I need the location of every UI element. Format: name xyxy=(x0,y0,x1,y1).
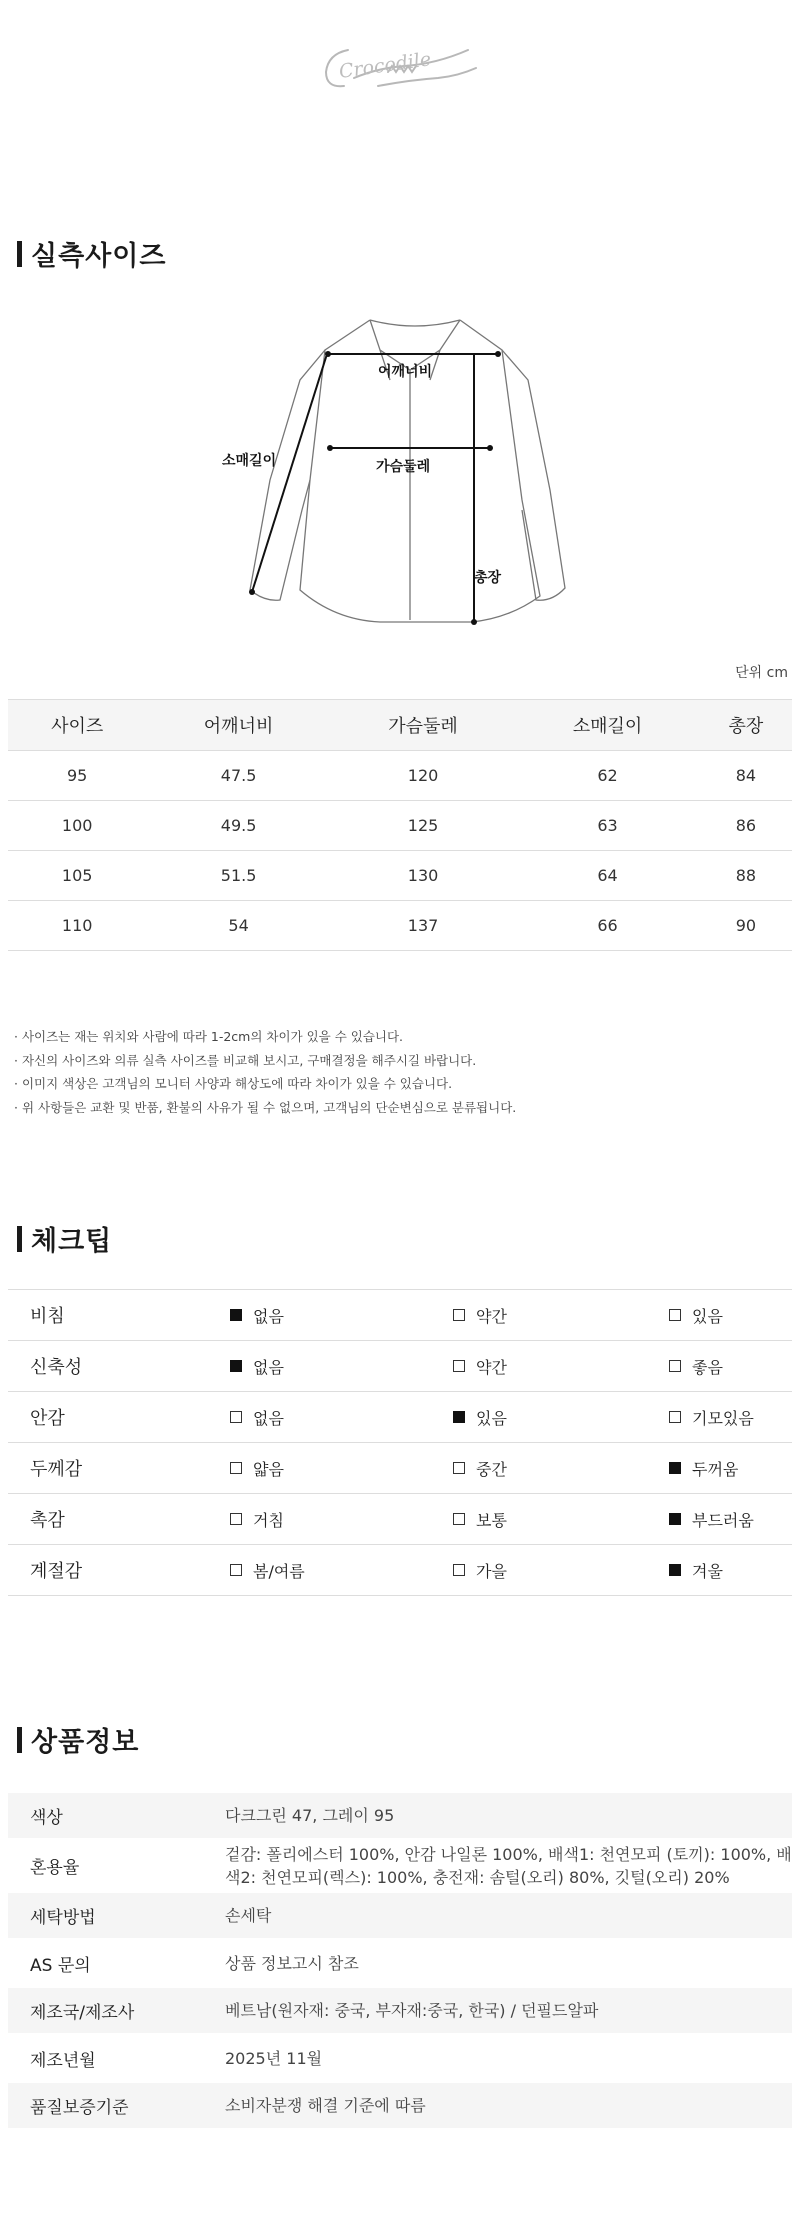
cell-size: 110 xyxy=(8,901,146,951)
cell-size: 95 xyxy=(8,751,146,801)
check-option-label: 겨울 xyxy=(692,1561,723,1581)
check-option xyxy=(453,1457,507,1480)
check-option-label: 있음 xyxy=(476,1408,507,1428)
check-option xyxy=(669,1457,738,1480)
cell-shoulder: 54 xyxy=(146,901,330,951)
check-option xyxy=(230,1508,284,1531)
chest-label: 가슴둘레 xyxy=(376,459,431,475)
cell-sleeve: 64 xyxy=(515,851,699,901)
note-item: · 자신의 사이즈와 의류 실측 사이즈를 비교해 보시고, 구매결정을 해주시길 바랍니다. xyxy=(14,1049,516,1073)
check-row-label: 비침 xyxy=(8,1290,213,1341)
cell-shoulder: 51.5 xyxy=(146,851,330,901)
info-key: 세탁방법 xyxy=(8,1893,213,1938)
cell-shoulder: 47.5 xyxy=(146,751,330,801)
unchecked-box-icon xyxy=(453,1360,465,1372)
check-option-cell xyxy=(663,1290,792,1341)
check-row xyxy=(8,1545,792,1596)
info-value: 2025년 11월 xyxy=(225,2048,323,2068)
unchecked-box-icon xyxy=(230,1564,242,1576)
check-option xyxy=(669,1559,723,1582)
unchecked-box-icon xyxy=(453,1564,465,1576)
unit-label: 단위 cm xyxy=(735,665,788,681)
check-option-cell xyxy=(213,1443,438,1494)
shoulder-label: 어깨너비 xyxy=(378,364,433,380)
checked-box-icon xyxy=(230,1360,242,1372)
title-bar xyxy=(17,241,22,267)
info-row xyxy=(8,2083,792,2128)
info-key: AS 문의 xyxy=(30,1955,91,1976)
size-table-header-row xyxy=(8,700,792,751)
check-tip-table xyxy=(8,1289,792,1596)
checked-box-icon xyxy=(669,1513,681,1525)
check-option-label: 없음 xyxy=(253,1357,284,1377)
check-row xyxy=(8,1290,792,1341)
check-row xyxy=(8,1392,792,1443)
cell-length: 90 xyxy=(700,901,792,951)
check-option-cell xyxy=(663,1341,792,1392)
check-option-label: 얇음 xyxy=(253,1459,284,1479)
table-row xyxy=(8,901,792,951)
table-row xyxy=(8,751,792,801)
info-key: 색상 xyxy=(8,1793,213,1838)
note-item: · 위 사항들은 교환 및 반품, 환불의 사유가 될 수 없으며, 고객님의 단순변심으로 분류됩니다. xyxy=(14,1096,516,1120)
unchecked-box-icon xyxy=(453,1462,465,1474)
size-notes xyxy=(14,1025,516,1119)
size-table xyxy=(8,699,792,951)
unchecked-box-icon xyxy=(230,1411,242,1423)
check-option xyxy=(453,1304,507,1327)
check-option xyxy=(453,1508,507,1531)
cell-chest: 137 xyxy=(331,901,515,951)
cell-size: 105 xyxy=(8,851,146,901)
check-option-label: 있음 xyxy=(692,1306,723,1326)
check-option-label: 거침 xyxy=(253,1510,284,1530)
check-row-label: 신축성 xyxy=(8,1341,213,1392)
cell-sleeve: 66 xyxy=(515,901,699,951)
check-row-label: 계절감 xyxy=(8,1545,213,1596)
unchecked-box-icon xyxy=(453,1309,465,1321)
info-key: 제조국/제조사 xyxy=(8,1988,213,2033)
cell-sleeve: 63 xyxy=(515,801,699,851)
crocodile-logo xyxy=(318,38,482,100)
info-row xyxy=(8,1938,792,1988)
check-row xyxy=(8,1341,792,1392)
check-option xyxy=(230,1559,305,1582)
cell-length: 84 xyxy=(700,751,792,801)
check-option xyxy=(230,1457,284,1480)
title-bar xyxy=(17,1226,22,1252)
check-option-label: 가을 xyxy=(476,1561,507,1581)
check-option-cell xyxy=(438,1443,663,1494)
title-bar xyxy=(17,1727,22,1753)
check-section-title-text: 체크팁 xyxy=(31,1226,113,1257)
length-label: 총장 xyxy=(474,570,502,586)
check-option xyxy=(669,1304,723,1327)
unchecked-box-icon xyxy=(453,1513,465,1525)
cell-chest: 120 xyxy=(331,751,515,801)
check-option-cell xyxy=(213,1290,438,1341)
header-chest: 가슴둘레 xyxy=(331,700,515,751)
check-option-label: 보통 xyxy=(476,1510,507,1530)
check-option xyxy=(669,1406,754,1429)
info-value: 손세탁 xyxy=(213,1893,792,1938)
info-key: 제조년월 xyxy=(30,2050,96,2071)
check-option-label: 좋음 xyxy=(692,1357,723,1377)
checked-box-icon xyxy=(669,1462,681,1474)
header-size: 사이즈 xyxy=(8,700,146,751)
check-option-cell xyxy=(213,1494,438,1545)
check-option xyxy=(453,1559,507,1582)
check-section-title xyxy=(17,1219,112,1258)
check-option-cell xyxy=(213,1545,438,1596)
check-option-cell xyxy=(663,1545,792,1596)
info-value: 베트남(원자재: 중국, 부자재:중국, 한국) / 던필드알파 xyxy=(213,1988,792,2033)
info-row xyxy=(8,1793,792,1838)
check-option-label: 봄/여름 xyxy=(253,1561,305,1581)
check-row-label: 촉감 xyxy=(8,1494,213,1545)
check-option-label: 없음 xyxy=(253,1408,284,1428)
check-option-cell xyxy=(438,1494,663,1545)
check-option-cell xyxy=(663,1494,792,1545)
unchecked-box-icon xyxy=(669,1411,681,1423)
check-row xyxy=(8,1494,792,1545)
check-option xyxy=(669,1355,723,1378)
unchecked-box-icon xyxy=(230,1513,242,1525)
check-option xyxy=(230,1304,284,1327)
info-section-title xyxy=(17,1720,139,1759)
info-key: 품질보증기준 xyxy=(8,2083,213,2128)
table-row xyxy=(8,801,792,851)
size-section-title xyxy=(17,234,166,273)
info-row xyxy=(8,1838,792,1893)
checked-box-icon xyxy=(669,1564,681,1576)
check-option xyxy=(453,1406,507,1429)
check-option-cell xyxy=(213,1392,438,1443)
info-value: 다크그린 47, 그레이 95 xyxy=(213,1793,792,1838)
check-option-label: 기모있음 xyxy=(692,1408,754,1428)
info-section-title-text: 상품정보 xyxy=(31,1727,140,1758)
check-option-label: 중간 xyxy=(476,1459,507,1479)
check-row xyxy=(8,1443,792,1494)
check-row-label: 안감 xyxy=(8,1392,213,1443)
check-option-label: 부드러움 xyxy=(692,1510,754,1530)
header-length: 총장 xyxy=(700,700,792,751)
check-option-label: 약간 xyxy=(476,1306,507,1326)
info-value: 소비자분쟁 해결 기준에 따름 xyxy=(213,2083,792,2128)
info-value: 겉감: 폴리에스터 100%, 안감 나일론 100%, 배색1: 천연모피 (토끼): 100%, 배색2: 천연모피(렉스): 100%, 충전재: 솜털(오리) 80%, 깃털(오리) 20% xyxy=(225,1844,792,1887)
cell-sleeve: 62 xyxy=(515,751,699,801)
info-row xyxy=(8,2033,792,2083)
check-option-cell xyxy=(438,1392,663,1443)
info-key: 혼용율 xyxy=(30,1858,80,1878)
check-row-label: 두께감 xyxy=(8,1443,213,1494)
check-option-cell xyxy=(213,1341,438,1392)
sleeve-label: 소매길이 xyxy=(222,453,277,469)
note-item: · 이미지 색상은 고객님의 모니터 사양과 해상도에 따라 차이가 있을 수 있습니다. xyxy=(14,1072,516,1096)
check-option-label: 약간 xyxy=(476,1357,507,1377)
check-option-cell xyxy=(663,1443,792,1494)
cell-size: 100 xyxy=(8,801,146,851)
header-shoulder: 어깨너비 xyxy=(146,700,330,751)
cell-shoulder: 49.5 xyxy=(146,801,330,851)
info-value: 상품 정보고시 참조 xyxy=(225,1953,359,1973)
header-sleeve: 소매길이 xyxy=(515,700,699,751)
checked-box-icon xyxy=(230,1309,242,1321)
info-row xyxy=(8,1893,792,1938)
check-option-cell xyxy=(438,1545,663,1596)
product-info-table xyxy=(8,1793,792,2128)
svg-text:Crocodile: Crocodile xyxy=(337,48,433,83)
check-option-cell xyxy=(438,1290,663,1341)
table-row xyxy=(8,851,792,901)
cell-chest: 130 xyxy=(331,851,515,901)
unchecked-box-icon xyxy=(669,1309,681,1321)
note-item: · 사이즈는 재는 위치와 사람에 따라 1-2cm의 차이가 있을 수 있습니다. xyxy=(14,1025,516,1049)
check-option-label: 없음 xyxy=(253,1306,284,1326)
check-option xyxy=(230,1355,284,1378)
unchecked-box-icon xyxy=(230,1462,242,1474)
check-option xyxy=(669,1508,754,1531)
cell-length: 86 xyxy=(700,801,792,851)
check-option-cell xyxy=(438,1341,663,1392)
info-row xyxy=(8,1988,792,2033)
check-option xyxy=(453,1355,507,1378)
check-option-cell xyxy=(663,1392,792,1443)
cell-length: 88 xyxy=(700,851,792,901)
cell-chest: 125 xyxy=(331,801,515,851)
checked-box-icon xyxy=(453,1411,465,1423)
check-option-label: 두꺼움 xyxy=(692,1459,739,1479)
check-option xyxy=(230,1406,284,1429)
unchecked-box-icon xyxy=(669,1360,681,1372)
size-section-title-text: 실측사이즈 xyxy=(31,241,167,272)
